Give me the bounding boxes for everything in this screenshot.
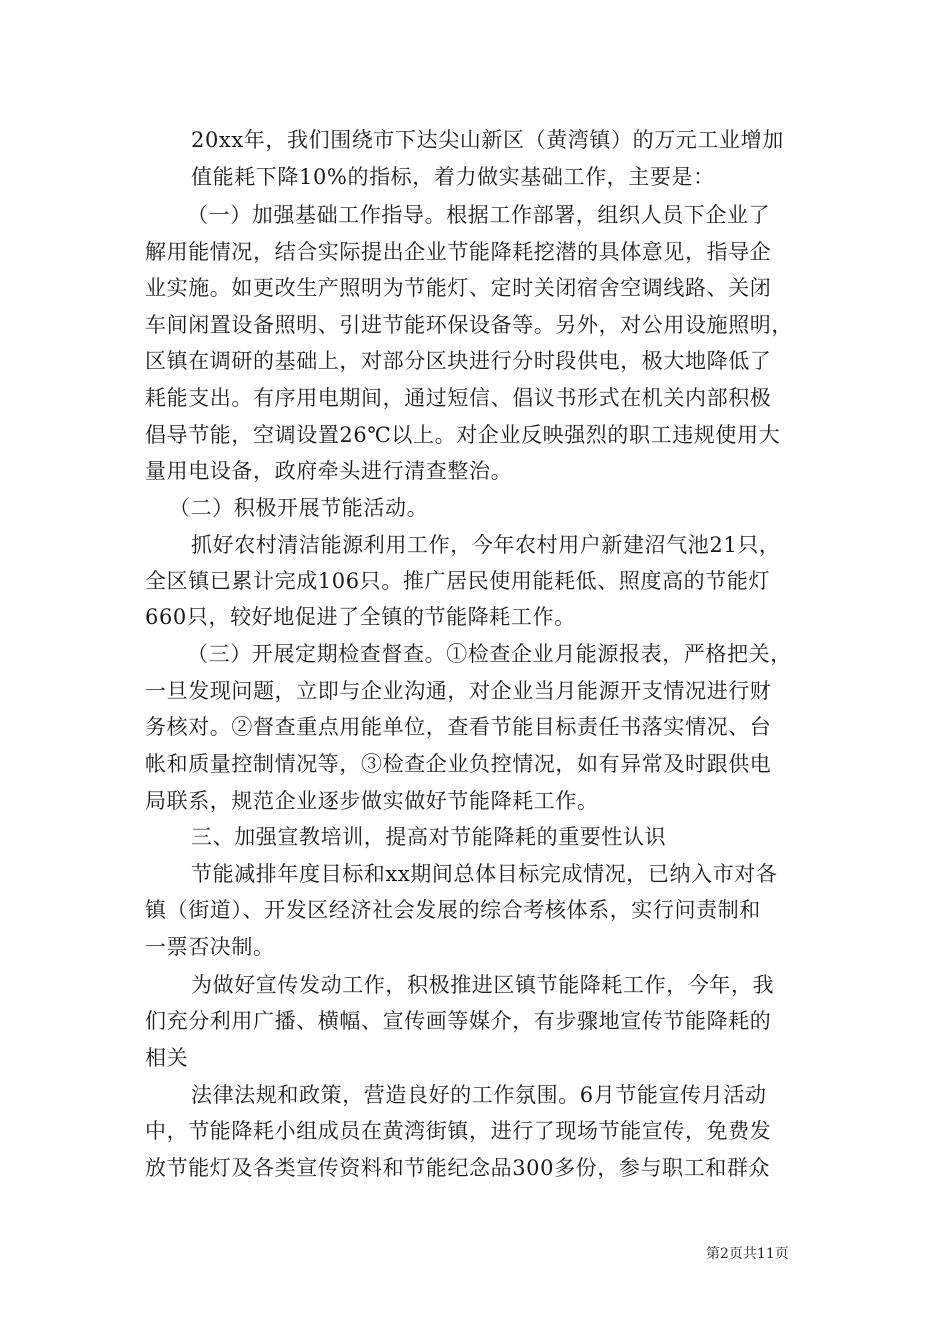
text-line: 镇（街道）、开发区经济社会发展的综合考核体系，实行问责制和 (145, 898, 761, 922)
text-line: 放节能灯及各类宣传资料和节能纪念品300多份，参与职工和群众 (145, 1156, 771, 1180)
text-line: 全区镇已累计完成106只。推广居民使用能耗低、照度高的节能灯 (145, 569, 771, 593)
text-line: 20xx年，我们围绕市下达尖山新区（黄湾镇）的万元工业增加 (191, 128, 784, 152)
text-line: 区镇在调研的基础上，对部分区块进行分时段供电，极大地降低了 (145, 349, 772, 373)
text-line: （二）积极开展节能活动。 (169, 496, 429, 520)
text-line: 法律法规和政策，营造良好的工作氛围。6月节能宣传月活动 (191, 1083, 767, 1107)
page-number-footer: 第2页共11页 (706, 1246, 789, 1262)
text-line: 节能减排年度目标和xx期间总体目标完成情况，已纳入市对各 (191, 862, 778, 886)
text-line: 业实施。如更改生产照明为节能灯、定时关闭宿舍空调线路、关闭 (145, 276, 772, 300)
text-line: 务核对。②督查重点用能单位，查看节能目标责任书落实情况、台 (145, 715, 772, 739)
text-line: 中，节能降耗小组成员在黄湾街镇，进行了现场节能宣传，免费发 (145, 1119, 772, 1143)
text-line: 一旦发现问题，立即与企业沟通，对企业当月能源开支情况进行财 (145, 679, 772, 703)
text-line: 量用电设备，政府牵头进行清查整治。 (145, 459, 513, 483)
section-heading: 三、加强宣教培训，提高对节能降耗的重要性认识 (191, 825, 667, 849)
text-line: 抓好农村清洁能源利用工作，今年农村用户新建沼气池21只， (191, 533, 781, 557)
text-line: 一票否决制。 (145, 935, 275, 959)
text-line: （一）加强基础工作指导。根据工作部署，组织人员下企业了 (187, 203, 771, 227)
text-line: （三）开展定期检查督查。①检查企业月能源报表，严格把关， (187, 642, 792, 666)
text-line: 帐和质量控制情况等，③检查企业负控情况，如有异常及时跟供电 (145, 752, 772, 776)
text-line: 值能耗下降10%的指标，着力做实基础工作，主要是： (191, 165, 715, 189)
text-line: 解用能情况，结合实际提出企业节能降耗挖潜的具体意见，指导企 (145, 240, 772, 264)
text-line: 为做好宣传发动工作，积极推进区镇节能降耗工作，今年，我 (191, 973, 775, 997)
text-line: 660只，较好地促进了全镇的节能降耗工作。 (145, 605, 576, 629)
text-line: 相关 (145, 1046, 189, 1070)
text-line: 局联系，规范企业逐步做实做好节能降耗工作。 (145, 789, 599, 813)
text-line: 耗能支出。有序用电期间，通过短信、倡议书形式在机关内部积极 (145, 386, 772, 410)
text-line: 倡导节能，空调设置26℃以上。对企业反映强烈的职工违规使用大 (145, 423, 781, 447)
text-line: 车间闲置设备照明、引进节能环保设备等。另外，对公用设施照明， (145, 313, 793, 337)
text-line: 们充分利用广播、横幅、宣传画等媒介，有步骤地宣传节能降耗的 (145, 1009, 772, 1033)
